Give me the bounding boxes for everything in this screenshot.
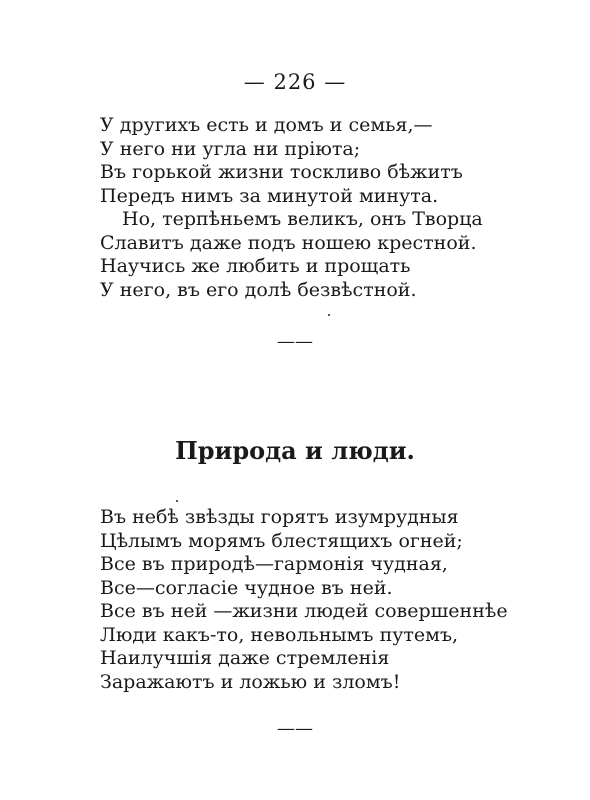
- poem-line: Все въ природѣ—гармонiя чудная,: [100, 553, 448, 575]
- poem-title: Природа и люди.: [175, 436, 415, 465]
- poem-line: Люди какъ-то, невольнымъ путемъ,: [100, 623, 459, 646]
- poem-line: Научись же любить и прощать: [100, 255, 411, 277]
- poem-line: У другихъ есть и домъ и семья,—: [100, 114, 433, 136]
- print-speck: [176, 500, 178, 502]
- poem-stanza-2: [100, 506, 540, 694]
- poem-line: Цѣлымъ морямъ блестящихъ огней;: [100, 529, 463, 552]
- poem-line: Наилучшiя даже стремленiя: [100, 647, 390, 669]
- poem-line: Заражаютъ и ложью и зломъ!: [100, 670, 401, 693]
- poem-line: Славитъ даже подъ ношею крестной.: [100, 231, 477, 254]
- poem-line: Въ небѣ звѣзды горятъ изумрудныя: [100, 506, 459, 528]
- poem-line: У него ни угла ни прiюта;: [100, 137, 361, 160]
- poem-line: Все—согласiе чудное въ ней.: [100, 576, 393, 599]
- poem-stanza-1: [100, 114, 540, 302]
- poem-line: Все въ ней —жизни людей совершеннѣе: [100, 600, 508, 622]
- page-number: — 226 —: [243, 70, 347, 94]
- section-divider: ——: [277, 331, 313, 352]
- poem-line: У него, въ его долѣ безвѣстной.: [100, 278, 417, 301]
- poem-line: Передъ нимъ за минутой минута.: [100, 184, 439, 207]
- section-divider: ——: [277, 718, 313, 739]
- poem-line: Но, терпѣньемъ великъ, онъ Творца: [122, 208, 483, 230]
- print-speck: [328, 314, 330, 316]
- poem-line: Въ горькой жизни тоскливо бѣжитъ: [100, 161, 463, 183]
